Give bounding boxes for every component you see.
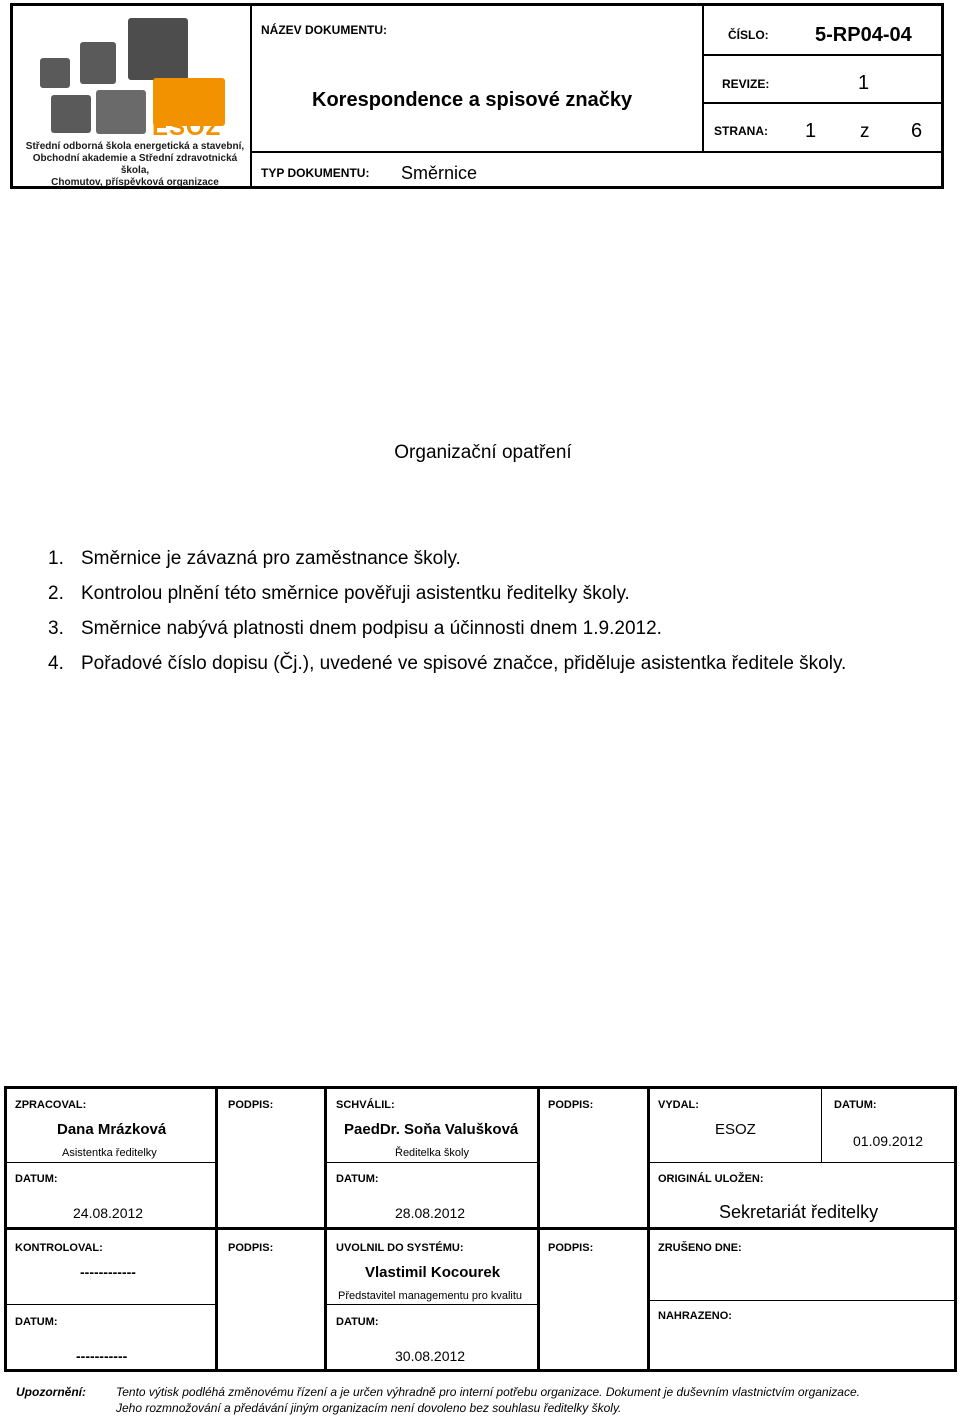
list-item [48,548,948,570]
logo-caption-line: Chomutov, příspěvková organizace [51,177,219,188]
prepared-name: Dana Mrázková [57,1121,167,1138]
prepared-label: ZPRACOVAL: [15,1099,87,1111]
revision-label: REVIZE: [722,77,770,91]
date-label: DATUM: [15,1173,58,1185]
school-logo [18,10,248,188]
doc-type-label: TYP DOKUMENTU: [261,166,370,180]
notice-line: Jeho rozmnožování a předávání jiným organizacím není dovoleno bez souhlasu ředitelky školy. [116,1401,622,1415]
date-label: DATUM: [834,1099,877,1111]
date-label: DATUM: [15,1316,58,1328]
doc-name: Korespondence a spisové značky [312,89,633,111]
notice-line: Tento výtisk podléhá změnovému řízení a je určen výhradně pro interní potřebu organizace. Dokument je duševním vlastnictvím organizace. [116,1385,860,1399]
issued-date: 01.09.2012 [853,1133,924,1149]
original-value: Sekretariát ředitelky [719,1202,879,1222]
checked-date: ----------- [76,1348,128,1364]
approved-name: PaedDr. Soňa Valušková [344,1121,519,1138]
logo-text: ESOZ [152,114,222,141]
doc-type: Směrnice [401,163,478,183]
table-divider [324,1162,539,1163]
table-divider [324,1086,327,1372]
list-item-number: 2. [48,583,64,604]
revision-value: 1 [858,72,870,94]
header-divider [250,3,252,189]
sign-label: PODPIS: [548,1242,594,1254]
table-divider [324,1304,539,1305]
table-divider [647,1300,957,1301]
table-divider [647,1086,650,1372]
number-label: ČÍSLO: [728,28,769,42]
date-label: DATUM: [336,1173,379,1185]
page-total: 6 [911,120,923,142]
page-label: STRANA: [714,124,768,138]
doc-name-label: NÁZEV DOKUMENTU: [261,23,387,37]
list-item-number: 3. [48,618,64,639]
checked-label: KONTROLOVAL: [15,1242,103,1254]
header-divider [702,102,944,104]
doc-number: 5-RP04-04 [815,24,912,46]
table-divider [4,1304,218,1305]
list-item-text: Směrnice nabývá platnosti dnem podpisu a účinnosti dnem 1.9.2012. [81,618,662,639]
list-item-text: Kontrolou plnění této směrnice pověřuji asistentku ředitelky školy. [81,583,630,604]
list-item-text: Směrnice je závazná pro zaměstnance školy. [81,548,461,569]
released-role: Představitel managementu pro kvalitu [338,1290,523,1302]
list-item-text: Pořadové číslo dopisu (Čj.), uvedené ve spisové značce, přiděluje asistentka ředitele školy. [81,653,847,674]
sign-label: PODPIS: [228,1099,274,1111]
table-divider [647,1162,957,1163]
table-divider [821,1086,822,1163]
original-label: ORIGINÁL ULOŽEN: [658,1173,764,1185]
header-divider [702,3,704,153]
sign-label: PODPIS: [548,1099,594,1111]
released-date: 30.08.2012 [395,1348,466,1364]
prepared-date: 24.08.2012 [73,1205,144,1221]
list-item-number: 1. [48,548,64,569]
approved-date: 28.08.2012 [395,1205,466,1221]
notice-label: Upozornění: [16,1385,86,1399]
approved-role: Ředitelka školy [395,1147,469,1159]
date-label: DATUM: [336,1316,379,1328]
approved-label: SCHVÁLIL: [336,1099,395,1111]
table-divider [537,1086,540,1372]
header-divider [250,151,944,153]
logo-caption [22,141,248,189]
issued-label: VYDAL: [658,1099,699,1111]
released-label: UVOLNIL DO SYSTÉMU: [336,1242,464,1254]
list-item [48,583,948,605]
page-separator: z [860,121,870,142]
table-divider [4,1227,957,1230]
section-heading: Organizační opatření [394,442,572,463]
table-divider [215,1086,218,1372]
released-name: Vlastimil Kocourek [365,1264,501,1281]
list-item [48,653,948,675]
logo-caption-line: Střední odborná škola energetická a stavební, [25,141,245,152]
table-divider [4,1162,218,1163]
header-divider [702,54,944,56]
replaced-label: NAHRAZENO: [658,1310,732,1322]
cancelled-label: ZRUŠENO DNE: [658,1242,742,1254]
logo-caption-line: Obchodní akademie a Střední zdravotnická škola, [32,153,238,176]
list-item [48,618,948,640]
checked-value: ------------ [80,1264,136,1280]
list-item-number: 4. [48,653,64,674]
issued-value: ESOZ [715,1121,756,1138]
page-current: 1 [805,120,817,142]
prepared-role: Asistentka ředitelky [62,1147,157,1159]
sign-label: PODPIS: [228,1242,274,1254]
